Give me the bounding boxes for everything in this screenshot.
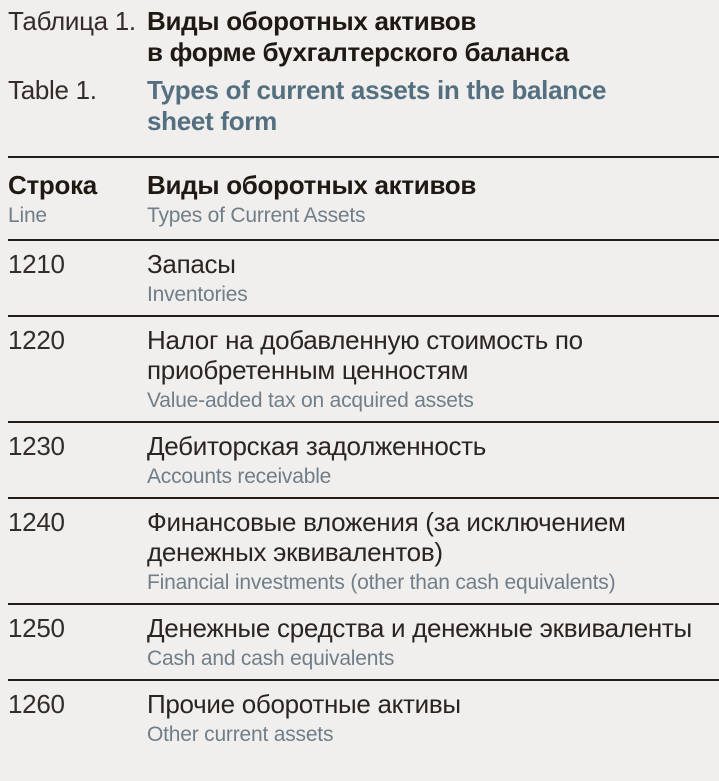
asset-type-cell [147, 507, 719, 596]
table-row-1230 [8, 423, 719, 499]
table-row-1220 [8, 317, 719, 423]
caption-ru-line-2: в форме бухгалтерского баланса [147, 37, 569, 67]
table-row-1250 [8, 605, 719, 681]
table-row-1260 [8, 681, 719, 755]
caption-title-ru [147, 6, 719, 68]
asset-type-en: Other current assets [147, 723, 334, 746]
asset-type-en: Inventories [147, 283, 248, 306]
header-assets-cell [147, 170, 719, 229]
caption-label-en: Table 1. [8, 75, 97, 105]
caption-row-ru [8, 6, 719, 68]
assets-table [8, 156, 719, 755]
asset-type-en: Cash and cash equivalents [147, 647, 395, 670]
asset-type-ru: Запасы [147, 249, 236, 279]
line-number: 1240 [8, 507, 65, 537]
caption-row-en [8, 75, 719, 137]
header-assets-label-en: Types of Current Assets [147, 204, 366, 227]
caption-en-line-1: Types of current assets in the balance [147, 75, 607, 105]
table-caption [8, 6, 719, 137]
line-number: 1220 [8, 325, 65, 355]
header-line-label-en: Line [8, 204, 47, 227]
asset-type-ru: Дебиторская задолженность [147, 431, 487, 461]
header-assets-label-ru: Виды оборотных активов [147, 170, 477, 200]
asset-type-cell [147, 613, 719, 672]
caption-label-ru: Таблица 1. [8, 6, 136, 36]
caption-en-line-2: sheet form [147, 106, 277, 136]
line-number-cell [8, 613, 147, 672]
header-line-cell [8, 170, 147, 229]
line-number: 1210 [8, 249, 65, 279]
asset-type-ru: Налог на добавленную стоимость по приобретенным ценностям [147, 325, 583, 385]
table-row-1240 [8, 499, 719, 605]
table-header-row [8, 158, 719, 241]
asset-type-ru: Денежные средства и денежные эквиваленты [147, 613, 692, 643]
caption-ru-line-1: Виды оборотных активов [147, 6, 477, 36]
asset-type-cell [147, 325, 719, 414]
asset-type-ru: Прочие оборотные активы [147, 689, 461, 719]
line-number-cell [8, 431, 147, 490]
asset-type-cell [147, 249, 719, 308]
line-number-cell [8, 689, 147, 748]
asset-type-en: Financial investments (other than cash equivalents) [147, 571, 616, 594]
asset-type-en: Accounts receivable [147, 465, 332, 488]
line-number-cell [8, 325, 147, 414]
asset-type-cell [147, 689, 719, 748]
line-number: 1250 [8, 613, 65, 643]
asset-type-cell [147, 431, 719, 490]
line-number: 1260 [8, 689, 65, 719]
caption-title-en [147, 75, 719, 137]
asset-type-en: Value-added tax on acquired assets [147, 389, 474, 412]
asset-type-ru: Финансовые вложения (за исключением денежных эквивалентов) [147, 507, 626, 567]
header-line-label-ru: Строка [8, 170, 97, 200]
line-number-cell [8, 249, 147, 308]
table-row-1210 [8, 241, 719, 317]
line-number: 1230 [8, 431, 65, 461]
line-number-cell [8, 507, 147, 596]
